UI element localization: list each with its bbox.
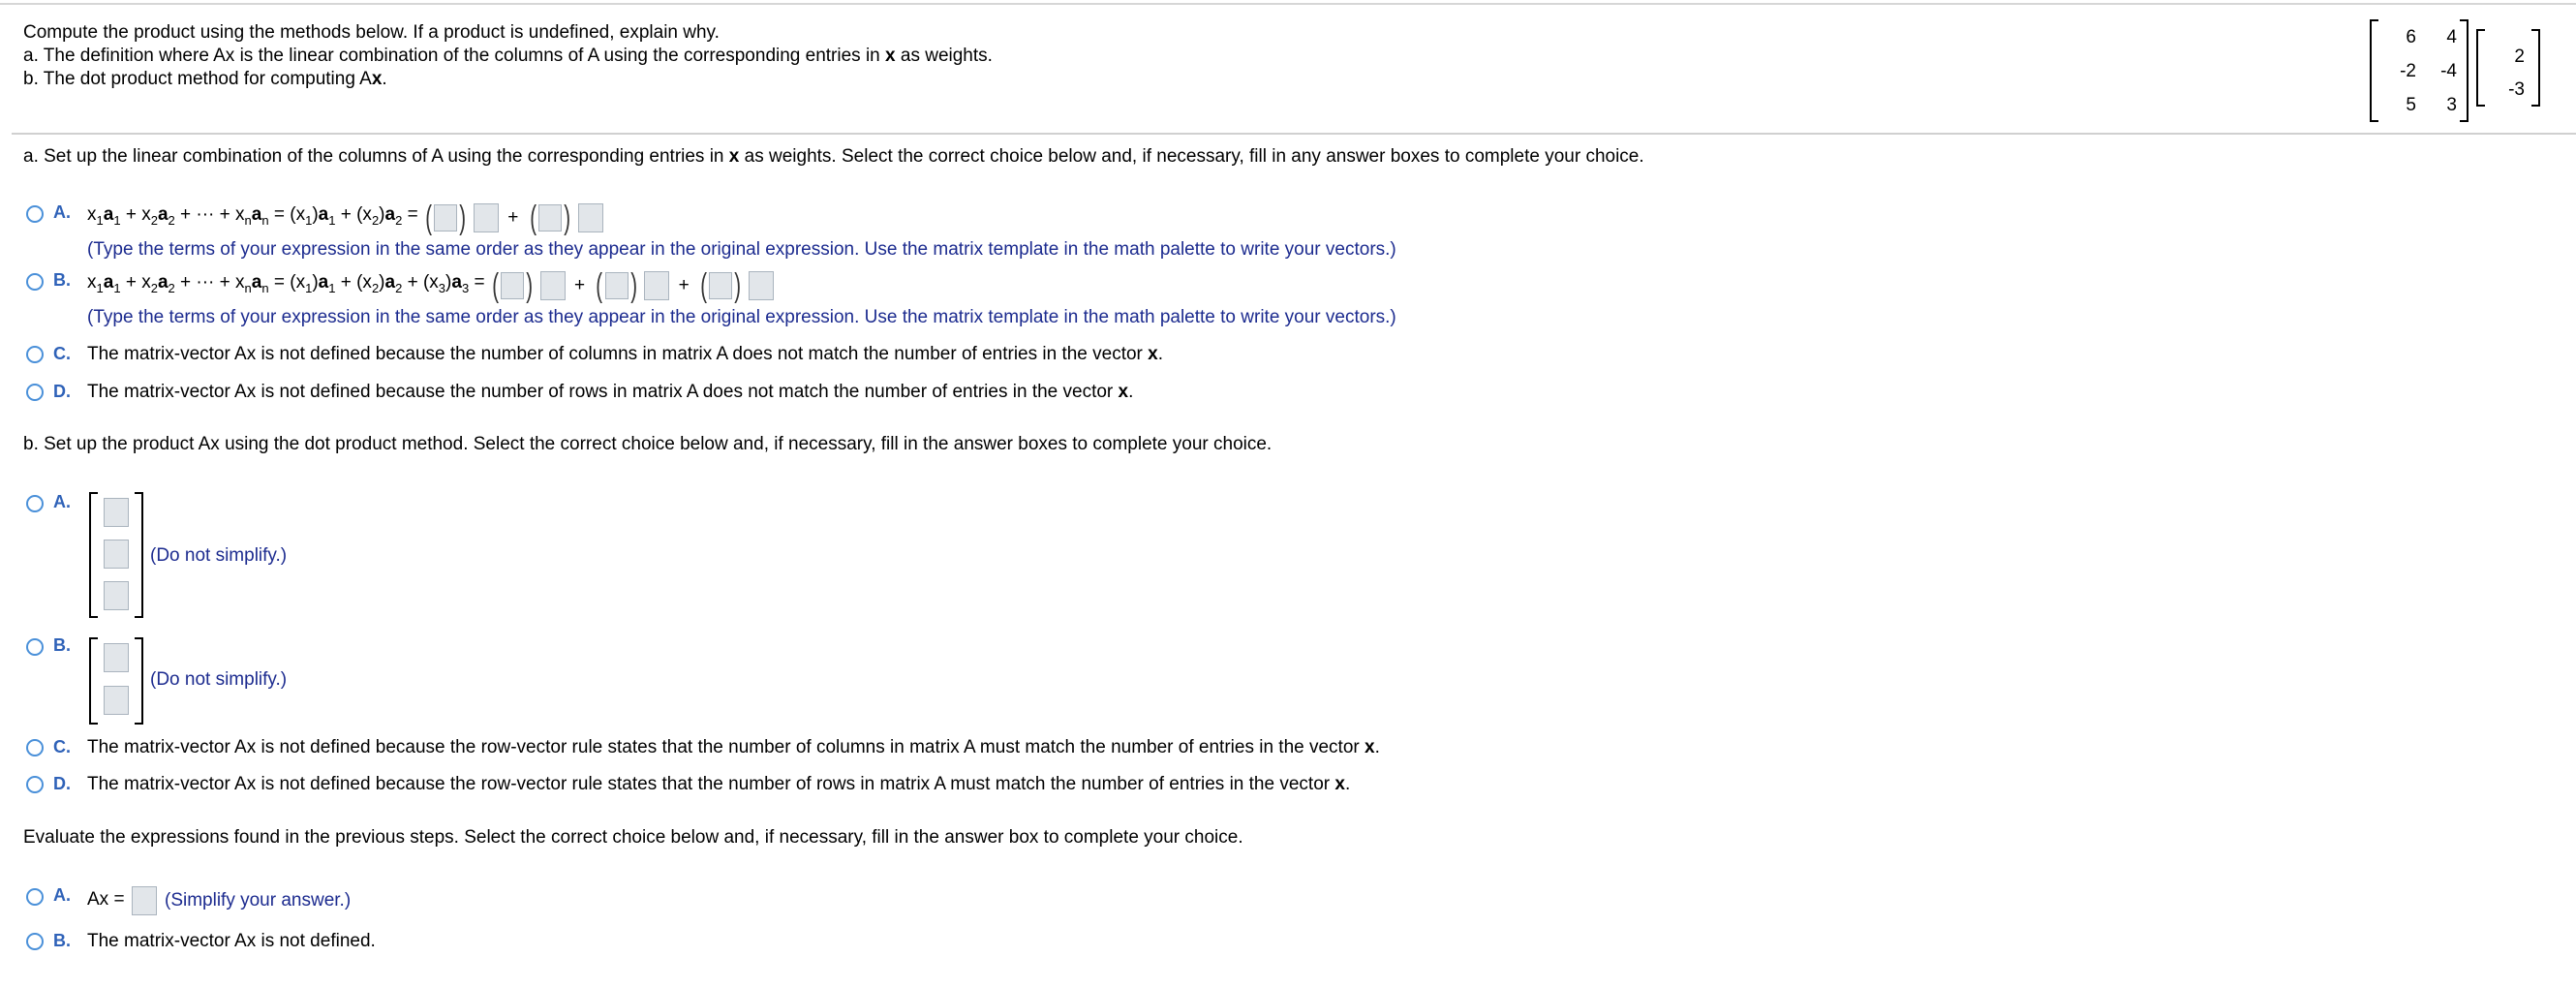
answer-box[interactable] xyxy=(605,272,629,299)
answer-box[interactable] xyxy=(578,203,603,232)
answer-box[interactable] xyxy=(474,203,499,232)
part-c-choice-b-radio[interactable] xyxy=(26,933,44,950)
part-a-choice-d-text: The matrix-vector Ax is not defined because the number of rows in matrix A does not match the number of entries in the vector x. xyxy=(87,382,1134,402)
answer-box[interactable] xyxy=(644,271,669,300)
answer-box[interactable] xyxy=(434,204,457,232)
section-divider xyxy=(12,133,2576,135)
part-b-choice-a-letter: A. xyxy=(53,492,71,511)
part-a-choice-a-radio[interactable] xyxy=(26,205,44,223)
answer-box[interactable] xyxy=(104,498,129,527)
part-b-choice-d-text: The matrix-vector Ax is not defined because the row-vector rule states that the number of rows in matrix A must match the number of entries in the vector x. xyxy=(87,774,1351,794)
answer-box[interactable] xyxy=(749,271,774,300)
matrix-right-bracket xyxy=(135,492,143,618)
part-a-choice-d-radio[interactable] xyxy=(26,384,44,401)
part-b-choice-b-hint: (Do not simplify.) xyxy=(150,669,288,690)
part-b-choice-c-letter: C. xyxy=(53,737,71,756)
vector-x-right-bracket xyxy=(2531,29,2540,107)
part-a-choice-b-letter: B. xyxy=(53,270,71,290)
ax-answer-box[interactable] xyxy=(132,886,157,915)
matrix-a-cell: -2 xyxy=(2400,61,2416,81)
vector-x-left-bracket xyxy=(2476,29,2485,107)
instruction-line-3: b. The dot product method for computing Ax. xyxy=(23,69,387,89)
instruction-line-1: Compute the product using the methods below. If a product is undefined, explain why. xyxy=(23,22,720,43)
matrix-a-left-bracket xyxy=(2370,19,2378,122)
answer-box[interactable] xyxy=(104,540,129,569)
part-a-choice-b-radio[interactable] xyxy=(26,273,44,291)
matrix-a-cell: 4 xyxy=(2446,27,2457,47)
vector-x-cell: 2 xyxy=(2514,46,2525,67)
part-a-choice-c-letter: C. xyxy=(53,344,71,363)
answer-box[interactable] xyxy=(540,271,566,300)
part-c-choice-b-letter: B. xyxy=(53,931,71,950)
part-b-choice-a-hint: (Do not simplify.) xyxy=(150,545,288,566)
part-a-choice-b-expression: $x_1a_1 + x_2a_2$ + ··· + $x_na_n = (x_1)a_1 + (x_2)a_2 + (x_3)a_3$ = ( ) + ( ) + ( ) xyxy=(87,271,774,300)
part-a-choice-c-text: The matrix-vector Ax is not defined because the number of columns in matrix A does not match the number of entries in the vector x. xyxy=(87,344,1164,364)
part-a-prompt: a. Set up the linear combination of the columns of A using the corresponding entries in x as weights. Select the correct choice below and, if necessary, fill in any answer boxes to complete your choice. xyxy=(23,146,1644,167)
matrix-a-right-bracket xyxy=(2460,19,2469,122)
answer-box[interactable] xyxy=(709,272,732,299)
part-b-choice-d-radio[interactable] xyxy=(26,776,44,793)
part-a-choice-a-letter: A. xyxy=(53,202,71,222)
matrix-left-bracket xyxy=(89,637,98,725)
part-a-choice-a-expression: $x_1a_1 + x_2a_2$ + ··· + $x_na_n = (x_1)a_1 + (x_2)a_2$ = ( ) + ( ) xyxy=(87,203,603,232)
part-a-choice-a-hint: (Type the terms of your expression in the same order as they appear in the original expression. Use the matrix template in the math palette to write your vectors.) xyxy=(87,239,1396,260)
part-a-choice-d-letter: D. xyxy=(53,382,71,401)
matrix-a-cell: 6 xyxy=(2406,27,2416,47)
part-c-choice-a-letter: A. xyxy=(53,885,71,905)
matrix-left-bracket xyxy=(89,492,98,618)
matrix-a-cell: 5 xyxy=(2406,95,2416,115)
instruction-line-2: a. The definition where Ax is the linear combination of the columns of A using the corresponding entries in x as weights. xyxy=(23,46,993,66)
matrix-a-cell: 3 xyxy=(2446,95,2457,115)
answer-box[interactable] xyxy=(104,643,129,672)
part-b-prompt: b. Set up the product Ax using the dot product method. Select the correct choice below and, if necessary, fill in the answer boxes to complete your choice. xyxy=(23,434,1273,454)
part-a-choice-b-hint: (Type the terms of your expression in the same order as they appear in the original expression. Use the matrix template in the math palette to write your vectors.) xyxy=(87,307,1396,327)
part-b-choice-a-radio[interactable] xyxy=(26,495,44,512)
answer-box[interactable] xyxy=(538,204,562,232)
part-c-choice-a-radio[interactable] xyxy=(26,888,44,906)
part-a-choice-c-radio[interactable] xyxy=(26,346,44,363)
part-c-choice-a-hint: (Simplify your answer.) xyxy=(165,890,352,911)
answer-box[interactable] xyxy=(104,581,129,610)
top-divider xyxy=(0,3,2576,5)
part-c-prompt: Evaluate the expressions found in the previous steps. Select the correct choice below and, if necessary, fill in the answer box to complete your choice. xyxy=(23,827,1243,848)
part-b-choice-c-text: The matrix-vector Ax is not defined because the row-vector rule states that the number of columns in matrix A must match the number of entries in the vector x. xyxy=(87,737,1380,757)
part-b-choice-c-radio[interactable] xyxy=(26,739,44,756)
answer-box[interactable] xyxy=(104,686,129,715)
part-b-choice-d-letter: D. xyxy=(53,774,71,793)
part-b-choice-b-radio[interactable] xyxy=(26,638,44,656)
matrix-a-cell: -4 xyxy=(2440,61,2457,81)
vector-x-cell: -3 xyxy=(2508,79,2525,100)
part-b-choice-b-letter: B. xyxy=(53,635,71,655)
part-c-choice-b-text: The matrix-vector Ax is not defined. xyxy=(87,931,376,951)
part-c-choice-a-label: Ax = xyxy=(87,889,125,910)
answer-box[interactable] xyxy=(501,272,524,299)
matrix-right-bracket xyxy=(135,637,143,725)
